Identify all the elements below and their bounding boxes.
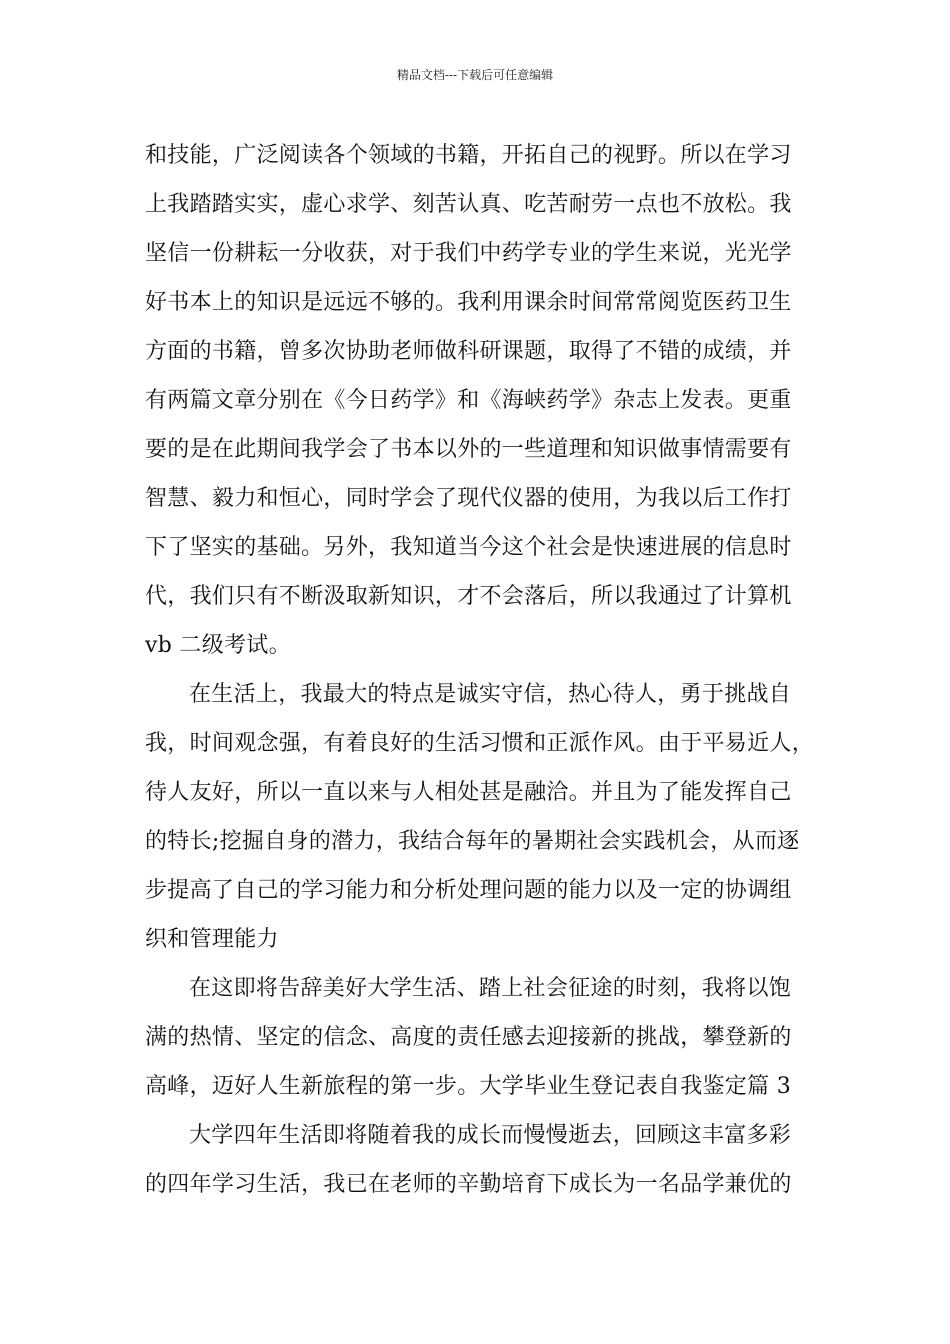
text-line: 满的热情、坚定的信念、高度的责任感去迎接新的挑战，攀登新的 bbox=[145, 1025, 792, 1050]
text-line: 在生活上，我最大的特点是诚实守信，热心待人，勇于挑战自 bbox=[189, 682, 792, 707]
text-line: 的特长;挖掘自身的潜力，我结合每年的暑期社会实践机会，从而逐 bbox=[145, 829, 800, 854]
text-line: 步提高了自己的学习能力和分析处理问题的能力以及一定的协调组 bbox=[145, 878, 792, 903]
text-line: 和技能，广泛阅读各个领域的书籍，开拓自己的视野。所以在学习 bbox=[145, 143, 792, 168]
text-line: 智慧、毅力和恒心，同时学会了现代仪器的使用，为我以后工作打 bbox=[145, 486, 792, 511]
text-line: 代，我们只有不断汲取新知识，才不会落后，所以我通过了计算机 bbox=[145, 584, 792, 609]
text-line: 下了坚实的基础。另外，我知道当今这个社会是快速进展的信息时 bbox=[145, 535, 792, 560]
text-line: 我，时间观念强，有着良好的生活习惯和正派作风。由于平易近人， bbox=[145, 731, 815, 756]
paragraph bbox=[145, 1111, 815, 1209]
paragraph bbox=[145, 670, 815, 964]
text-line: vb 二级考试。 bbox=[145, 633, 291, 658]
text-line: 坚信一份耕耘一分收获，对于我们中药学专业的学生来说，光光学 bbox=[145, 241, 792, 266]
document-body bbox=[145, 131, 815, 1209]
text-line: 高峰，迈好人生新旅程的第一步。大学毕业生登记表自我鉴定篇 3 bbox=[145, 1074, 791, 1099]
text-line: 在这即将告辞美好大学生活、踏上社会征途的时刻，我将以饱 bbox=[189, 976, 792, 1001]
text-line: 大学四年生活即将随着我的成长而慢慢逝去，回顾这丰富多彩 bbox=[189, 1123, 792, 1148]
text-line: 的四年学习生活，我已在老师的辛勤培育下成长为一名品学兼优的 bbox=[145, 1172, 792, 1197]
paragraph bbox=[145, 964, 815, 1111]
text-line: 方面的书籍，曾多次协助老师做科研课题，取得了不错的成绩，并 bbox=[145, 339, 792, 364]
paragraph bbox=[145, 131, 815, 670]
text-line: 上我踏踏实实，虚心求学、刻苦认真、吃苦耐劳一点也不放松。我 bbox=[145, 192, 792, 217]
text-line: 织和管理能力 bbox=[145, 927, 279, 952]
text-line: 要的是在此期间我学会了书本以外的一些道理和知识做事情需要有 bbox=[145, 437, 792, 462]
text-line: 有两篇文章分别在《今日药学》和《海峡药学》杂志上发表。更重 bbox=[145, 388, 792, 413]
text-line: 待人友好，所以一直以来与人相处甚是融洽。并且为了能发挥自己 bbox=[145, 780, 792, 805]
page-header: 精品文档---下载后可任意编辑 bbox=[396, 68, 554, 82]
text-line: 好书本上的知识是远远不够的。我利用课余时间常常阅览医药卫生 bbox=[145, 290, 792, 315]
